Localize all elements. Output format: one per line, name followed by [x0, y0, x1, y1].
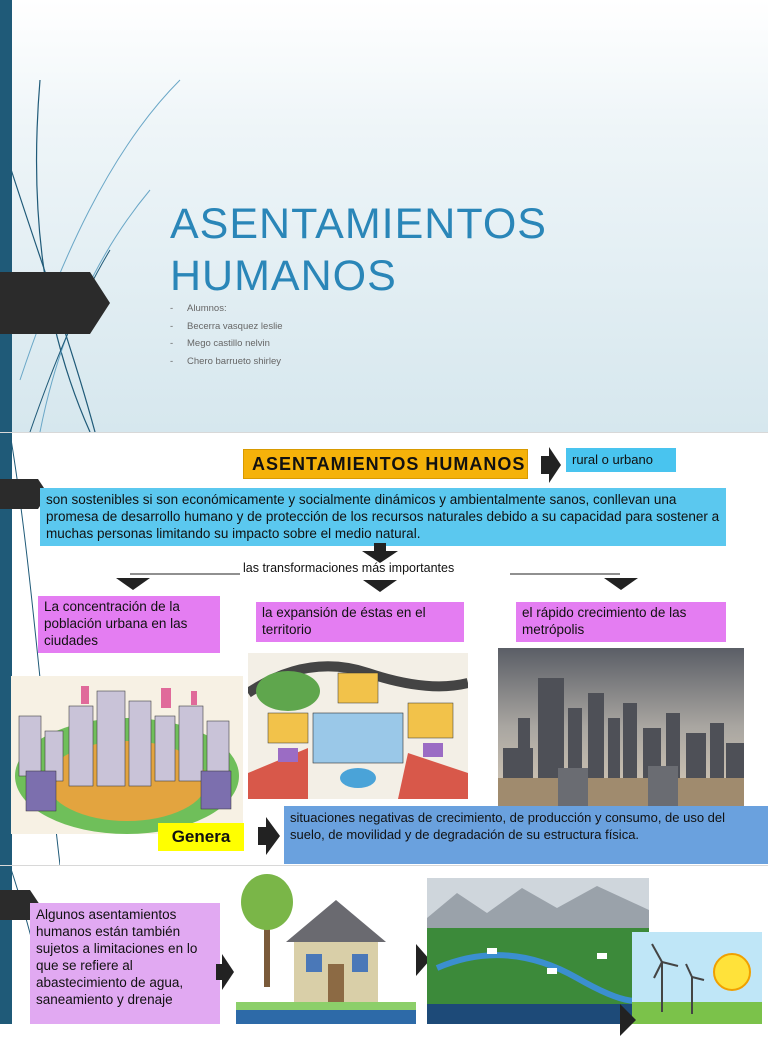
branch-lines [110, 566, 650, 596]
list-item: - Becerra vasquez leslie [170, 320, 283, 332]
consequences-box: situaciones negativas de crecimiento, de producción y consumo, de uso del suelo, de movilidad y de degradación de su estructura física. [284, 806, 768, 864]
slide-title-heading [170, 198, 547, 302]
description-box: son sostenibles si son económicamente y socialmente dinámicos y ambientalmente sanos, conllevan una promesa de desarrollo humano y de protección de los recursos naturales debido a su capacidad para sostener a muchas personas limitando su impacto sobre el medio natural. [40, 488, 726, 546]
item-concentracion: La concentración de la población urbana en las ciudades [38, 596, 220, 653]
title-line-1: ASENTAMIENTOS [170, 200, 547, 248]
list-item: - Chero barrueto shirley [170, 355, 281, 367]
transformations-label: las transformaciones más importantes [243, 561, 455, 575]
house-water-illustration [236, 872, 416, 1024]
list-item: - Alumnos: [170, 303, 227, 314]
slide-title [0, 0, 768, 432]
genera-label: Genera [158, 823, 244, 851]
cartoon-town-image [248, 653, 468, 799]
authors-list [170, 300, 283, 370]
arrow-right-icon [258, 815, 280, 857]
item-expansion: la expansión de éstas en el territorio [256, 602, 464, 642]
section-title: ASENTAMIENTOS HUMANOS [243, 449, 528, 479]
limitations-text: Algunos asentamientos humanos están también sujetos a limitaciones en lo que se refiere al abastecimiento de agua, saneamiento y drenaje [30, 903, 220, 1024]
list-item: - Mego castillo nelvin [170, 338, 270, 349]
arrow-right-icon [618, 1000, 636, 1040]
metropolis-photo [498, 648, 744, 806]
slide-tab-arrow [0, 272, 110, 334]
arrow-right-icon [541, 445, 561, 485]
arrow-right-icon [216, 952, 234, 992]
rural-urbano-label: rural o urbano [566, 448, 676, 472]
cartoon-city-image [11, 676, 243, 834]
water-system-landscape [427, 878, 649, 1024]
title-line-2: HUMANOS [170, 252, 397, 300]
arrow-down-icon [362, 543, 398, 563]
renewable-energy-image [632, 932, 762, 1024]
item-crecimiento: el rápido crecimiento de las metrópolis [516, 602, 726, 642]
